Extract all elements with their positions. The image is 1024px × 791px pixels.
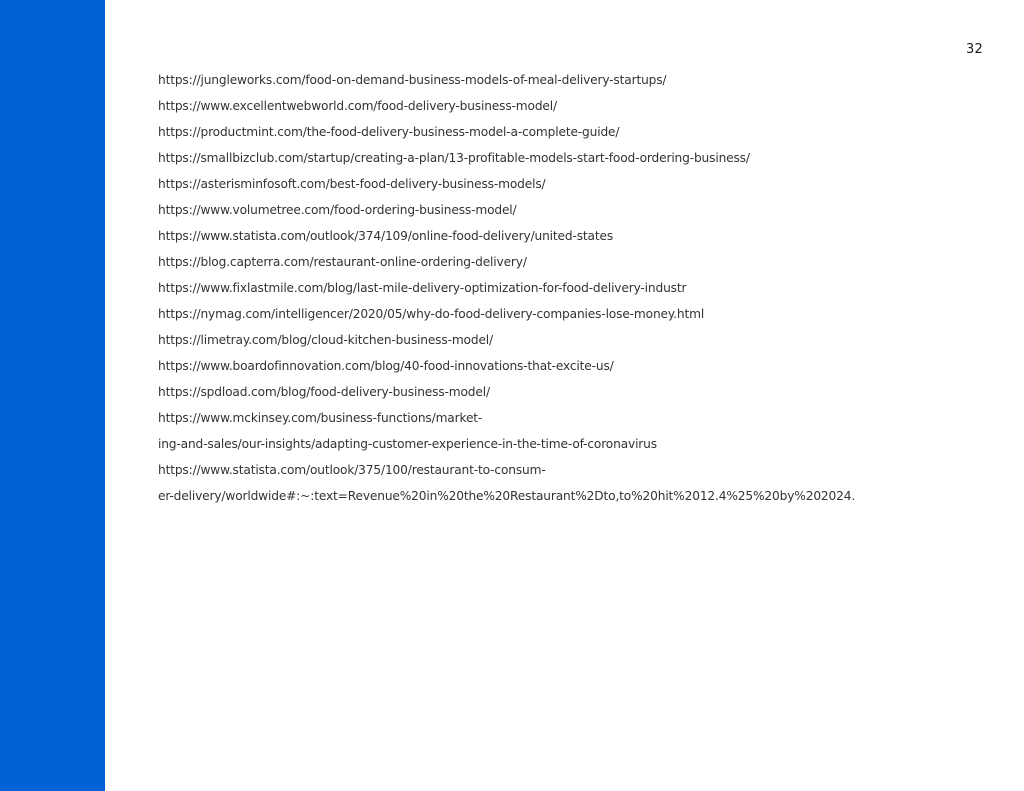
reference-link[interactable]: https://asterisminfosoft.com/best-food-delivery-business-models/ xyxy=(158,177,546,191)
reference-link[interactable]: https://blog.capterra.com/restaurant-online-ordering-delivery/ xyxy=(158,255,527,269)
reference-link[interactable]: https://smallbizclub.com/startup/creating-a-plan/13-profitable-models-start-food-ordering-business/ xyxy=(158,151,750,165)
reference-link-continuation[interactable]: ing-and-sales/our-insights/adapting-customer-experience-in-the-time-of-coronavirus xyxy=(158,437,657,451)
reference-link[interactable]: https://nymag.com/intelligencer/2020/05/why-do-food-delivery-companies-lose-money.html xyxy=(158,307,705,321)
reference-link[interactable]: https://www.boardofinnovation.com/blog/40-food-innovations-that-excite-us/ xyxy=(158,359,614,373)
reference-link[interactable]: https://jungleworks.com/food-on-demand-business-models-of-meal-delivery-startups/ xyxy=(158,73,667,87)
sidebar-accent-bar xyxy=(0,0,105,791)
reference-link[interactable]: https://www.statista.com/outlook/374/109/online-food-delivery/united-states xyxy=(158,229,614,243)
reference-link[interactable]: https://www.statista.com/outlook/375/100/restaurant-to-consum- xyxy=(158,463,546,477)
reference-link[interactable]: https://productmint.com/the-food-delivery-business-model-a-complete-guide/ xyxy=(158,125,620,139)
reference-link[interactable]: https://spdload.com/blog/food-delivery-business-model/ xyxy=(158,385,490,399)
reference-link[interactable]: https://www.volumetree.com/food-ordering-business-model/ xyxy=(158,203,517,217)
reference-link[interactable]: https://www.fixlastmile.com/blog/last-mile-delivery-optimization-for-food-delivery-industr xyxy=(158,281,687,295)
reference-link[interactable]: https://www.excellentwebworld.com/food-delivery-business-model/ xyxy=(158,99,557,113)
reference-link[interactable]: https://www.mckinsey.com/business-functions/market- xyxy=(158,411,483,425)
reference-link[interactable]: https://limetray.com/blog/cloud-kitchen-business-model/ xyxy=(158,333,493,347)
reference-list xyxy=(158,71,938,513)
page-number: 32 xyxy=(966,42,983,57)
reference-link-continuation[interactable]: er-delivery/worldwide#:~:text=Revenue%20in%20the%20Restaurant%2Dto,to%20hit%2012.4%25%20by%202024. xyxy=(158,489,856,503)
